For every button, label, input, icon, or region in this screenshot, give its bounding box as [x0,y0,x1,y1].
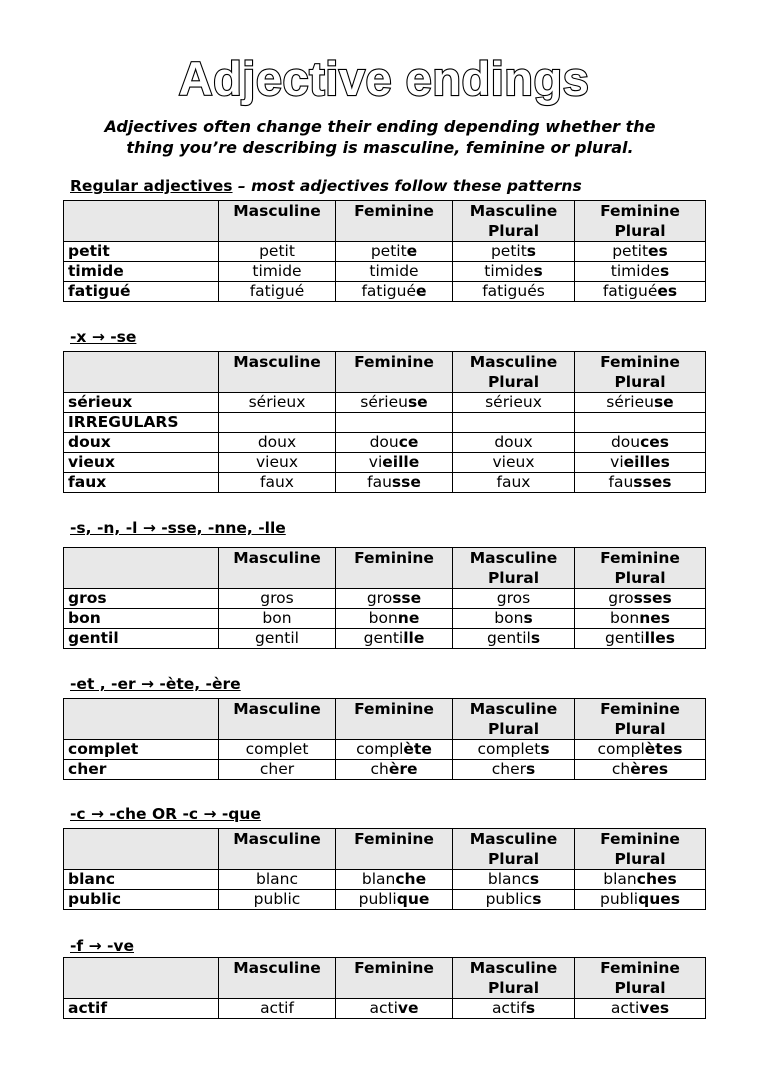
form-cell [453,890,575,910]
table-row [64,890,706,910]
stem-text: complet [245,740,309,758]
stem-text: blanc [256,870,298,888]
stem-text: genti [605,629,645,647]
adjective-label: actif [64,999,219,1019]
ending-text: s [526,760,536,778]
stem-text: sérieux [485,393,542,411]
form-cell [219,870,336,890]
column-header: Masculine [219,352,336,393]
form-cell [336,999,453,1019]
stem-text: gentil [255,629,299,647]
stem-text: cher [259,760,295,778]
ending-text: ères [630,760,669,778]
ending-text: ves [639,999,670,1017]
section-title [70,804,261,824]
form-cell [575,589,706,609]
stem-text: dou [610,433,641,451]
stem-text: actif [260,999,294,1017]
ending-text: s [540,740,550,758]
table-row [64,740,706,760]
stem-text: bon [610,609,640,627]
ending-text: lles [644,629,675,647]
section-title [70,327,136,347]
ending-text: ète [403,740,432,758]
section-title [70,518,286,538]
form-cell [453,999,575,1019]
header-row [64,548,706,589]
table-row [64,629,706,649]
stem-text: cher [491,760,527,778]
section-heading: -s, -n, -l → -sse, -nne, -lle [70,519,286,537]
column-header: Feminine Plural [575,958,706,999]
intro-text [60,116,700,158]
column-header: Masculine Plural [453,829,575,870]
column-header [64,829,219,870]
adjective-label: doux [64,433,219,453]
stem-text: genti [363,629,404,647]
form-cell [336,453,453,473]
column-header: Feminine [336,201,453,242]
adjective-label: blanc [64,870,219,890]
form-cell [219,589,336,609]
stem-text: complet [477,740,541,758]
form-cell [219,282,336,302]
stem-text: gros [260,589,294,607]
adjective-label: bon [64,609,219,629]
column-header: Masculine [219,829,336,870]
form-cell [453,609,575,629]
stem-text: bon [368,609,398,627]
adjective-table [63,957,706,1019]
column-header: Feminine Plural [575,201,706,242]
column-header: Masculine Plural [453,958,575,999]
form-cell [219,393,336,413]
form-cell [219,890,336,910]
ending-text: nes [639,609,670,627]
ending-text: ère [388,760,418,778]
ending-text: se [653,393,674,411]
stem-text: faux [260,473,294,491]
column-header: Feminine Plural [575,829,706,870]
ending-text: que [396,890,430,908]
column-header [64,352,219,393]
stem-text: gro [608,589,634,607]
form-cell [219,760,336,780]
adjective-table [63,351,706,493]
table-row [64,453,706,473]
column-header: Feminine [336,352,453,393]
stem-text: petit [370,242,407,260]
form-cell [575,413,706,433]
stem-text: actif [491,999,526,1017]
table-row [64,589,706,609]
form-cell [336,262,453,282]
stem-text: vi [610,453,624,471]
form-cell [336,393,453,413]
stem-text: timide [484,262,534,280]
stem-text: timide [610,262,660,280]
section-heading: -c → -che OR -c → -que [70,805,261,823]
form-cell [219,262,336,282]
form-cell [453,433,575,453]
stem-text: fatigué [361,282,417,300]
stem-text: acti [610,999,640,1017]
stem-text: bon [494,609,524,627]
stem-text: publi [358,890,397,908]
form-cell [219,740,336,760]
adjective-label: vieux [64,453,219,473]
table-row [64,393,706,413]
table-row [64,262,706,282]
form-cell [219,413,336,433]
adjective-label: gentil [64,629,219,649]
section-title [70,176,582,196]
form-cell [575,473,706,493]
form-cell [575,393,706,413]
form-cell [336,473,453,493]
adjective-label: public [64,890,219,910]
column-header [64,201,219,242]
section-heading: -f → -ve [70,937,135,955]
ending-text: s [525,999,536,1017]
column-header: Masculine [219,699,336,740]
form-cell [575,433,706,453]
section-subtitle: – most adjectives follow these patterns [232,177,582,195]
adjective-label: IRREGULARS [64,413,219,433]
stem-text: vieux [255,453,298,471]
adjective-table [63,828,706,910]
ending-text: se [407,393,428,411]
ending-text: s [532,890,542,908]
adjective-table [63,547,706,649]
column-header [64,958,219,999]
ending-text: lle [403,629,425,647]
column-header: Feminine Plural [575,699,706,740]
form-cell [575,242,706,262]
stem-text: sérieux [248,393,306,411]
table-row [64,760,706,780]
column-header: Feminine [336,829,453,870]
adjective-label: faux [64,473,219,493]
ending-text: che [395,870,427,888]
stem-text: publi [600,890,639,908]
ending-text: ce [398,433,419,451]
ending-text: ques [638,890,680,908]
ending-text: s [530,629,541,647]
form-cell [336,433,453,453]
header-row [64,829,706,870]
ending-text: sse [391,473,421,491]
column-header: Feminine Plural [575,548,706,589]
stem-text: blan [603,870,637,888]
column-header [64,548,219,589]
stem-text: doux [494,433,533,451]
form-cell [575,760,706,780]
section-heading: -x → -se [70,328,137,346]
form-cell [453,760,575,780]
adjective-table [63,698,706,780]
table-row [64,282,706,302]
column-header: Masculine [219,548,336,589]
page-title: Adjective endings [178,52,590,105]
intro-line-1: Adjectives often change their ending depending whether the [104,117,656,136]
stem-text: faux [496,473,531,491]
ending-text: sses [633,589,672,607]
stem-text: fatigués [482,282,545,300]
ending-text: eilles [623,453,670,471]
form-cell [453,473,575,493]
form-cell [575,282,706,302]
form-cell [219,433,336,453]
stem-text: compl [356,740,404,758]
stem-text: bon [262,609,292,627]
form-cell [575,609,706,629]
stem-text: dou [369,433,399,451]
form-cell [575,453,706,473]
form-cell [336,629,453,649]
form-cell [219,453,336,473]
section-title [70,936,134,956]
form-cell [453,589,575,609]
intro-line-2: thing you’re describing is masculine, feminine or plural. [126,138,634,157]
column-header: Masculine [219,958,336,999]
form-cell [219,629,336,649]
adjective-label: petit [64,242,219,262]
table-row [64,870,706,890]
form-cell [575,999,706,1019]
adjective-label: fatigué [64,282,219,302]
form-cell [219,242,336,262]
column-header: Feminine [336,548,453,589]
table-row [64,433,706,453]
form-cell [575,870,706,890]
header-row [64,201,706,242]
form-cell [453,870,575,890]
ending-text: s [659,262,670,280]
stem-text: fatigué [602,282,658,300]
ending-text: ches [636,870,677,888]
form-cell [219,999,336,1019]
ending-text: es [648,242,668,260]
column-header: Masculine Plural [453,548,575,589]
stem-text: blanc [487,870,530,888]
form-cell [336,413,453,433]
stem-text: petit [490,242,527,260]
stem-text: acti [369,999,398,1017]
adjective-label: sérieux [64,393,219,413]
stem-text: petit [612,242,649,260]
table-row [64,609,706,629]
form-cell [336,760,453,780]
adjective-label: cher [64,760,219,780]
table-row [64,413,706,433]
ending-text: e [406,242,418,260]
section-heading: Regular adjectives [70,177,233,195]
form-cell [336,282,453,302]
form-cell [219,609,336,629]
stem-text: compl [597,740,645,758]
form-cell [575,740,706,760]
ending-text: ces [640,433,670,451]
ending-text: sses [633,473,672,491]
ending-text: s [533,262,543,280]
section-heading: -et , -er → -ète, -ère [70,675,241,693]
stem-text: vi [368,453,383,471]
ending-text: sse [392,589,422,607]
form-cell [219,473,336,493]
stem-text: fau [367,473,392,491]
form-cell [336,589,453,609]
adjective-label: complet [64,740,219,760]
stem-text: vieux [492,453,535,471]
header-row [64,958,706,999]
adjective-label: timide [64,262,219,282]
stem-text: timide [369,262,419,280]
ending-text: s [526,242,537,260]
column-header: Masculine Plural [453,352,575,393]
form-cell [336,890,453,910]
column-header: Masculine Plural [453,699,575,740]
column-header [64,699,219,740]
stem-text: blan [361,870,396,888]
section-title [70,674,241,694]
stem-text: doux [257,433,297,451]
table-row [64,999,706,1019]
form-cell [575,629,706,649]
stem-text: sérieu [606,393,654,411]
stem-text: sérieu [360,393,408,411]
stem-text: petit [259,242,295,260]
column-header: Feminine [336,699,453,740]
stem-text: ch [611,760,631,778]
stem-text: fatigué [249,282,305,300]
column-header: Masculine [219,201,336,242]
stem-text: timide [252,262,302,280]
ending-text: e [416,282,427,300]
ending-text: ve [397,999,419,1017]
form-cell [453,242,575,262]
form-cell [336,870,453,890]
column-header: Feminine [336,958,453,999]
form-cell [575,890,706,910]
form-cell [453,413,575,433]
adjective-table [63,200,706,302]
ending-text: es [657,282,678,300]
column-header: Masculine Plural [453,201,575,242]
form-cell [575,262,706,282]
form-cell [453,262,575,282]
header-row [64,699,706,740]
stem-text: gentil [486,629,531,647]
form-cell [453,393,575,413]
table-row [64,242,706,262]
stem-text: public [485,890,533,908]
form-cell [336,740,453,760]
stem-text: public [253,890,301,908]
form-cell [336,609,453,629]
form-cell [453,740,575,760]
column-header: Feminine Plural [575,352,706,393]
header-row [64,352,706,393]
form-cell [453,453,575,473]
table-row [64,473,706,493]
ending-text: ètes [644,740,683,758]
ending-text: ne [397,609,420,627]
form-cell [453,629,575,649]
stem-text: fau [608,473,634,491]
form-cell [336,242,453,262]
stem-text: gro [366,589,393,607]
ending-text: s [529,870,540,888]
stem-text: ch [370,760,389,778]
ending-text: eille [382,453,420,471]
stem-text: gros [496,589,531,607]
adjective-label: gros [64,589,219,609]
form-cell [453,282,575,302]
ending-text: s [523,609,533,627]
